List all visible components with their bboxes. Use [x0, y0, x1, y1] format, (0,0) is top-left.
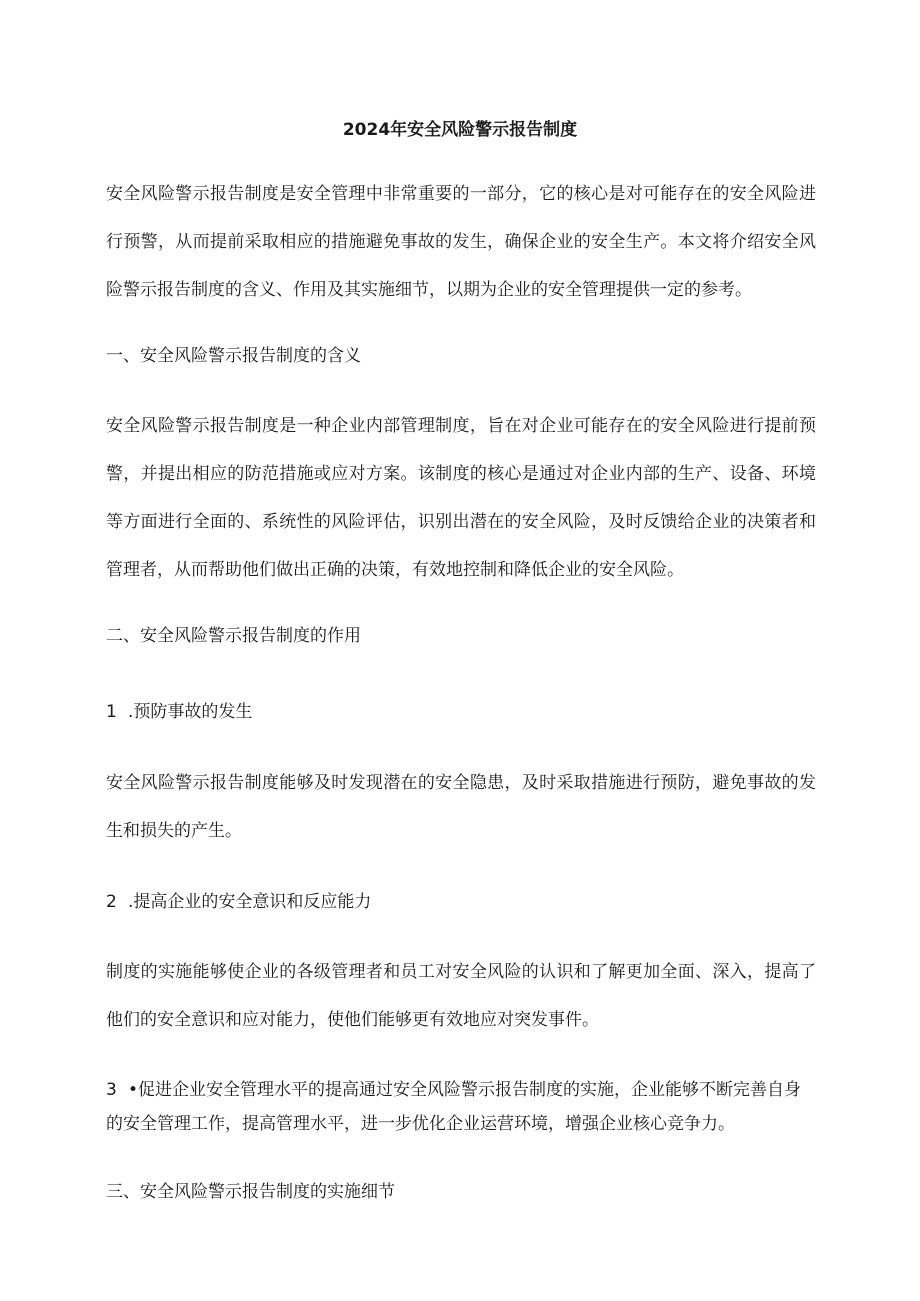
item-3-text: •促进企业安全管理水平的提高通过安全风险警示报告制度的实施，企业能够不断完善自身	[128, 1080, 802, 1100]
document-title: 2024年安全风险警示报告制度	[342, 120, 578, 140]
item-1-line-1: 安全风险警示报告制度能够及时发现潜在的安全隐患，及时采取措施进行预防，避免事故的发	[106, 773, 816, 793]
section-1-line-2: 警，并提出相应的防范措施或应对方案。该制度的核心是通过对企业内部的生产、设备、环境	[106, 464, 816, 484]
intro-line-2: 行预警，从而提前采取相应的措施避免事故的发生，确保企业的安全生产。本文将介绍安全风	[106, 232, 816, 252]
section-2-heading: 二、安全风险警示报告制度的作用	[106, 626, 361, 646]
item-1-line-2: 生和损失的产生。	[106, 821, 242, 841]
item-2-number: 2	[106, 892, 117, 912]
item-2-line-1: 制度的实施能够使企业的各级管理者和员工对安全风险的认识和了解更加全面、深入，提高了	[106, 962, 816, 982]
item-1-heading	[106, 699, 816, 725]
section-1-line-3: 等方面进行全面的、系统性的风险评估，识别出潜在的安全风险，及时反馈给企业的决策者和	[106, 512, 816, 532]
item-3-number: 3	[106, 1080, 117, 1100]
intro-line-1: 安全风险警示报告制度是安全管理中非常重要的一部分，它的核心是对可能存在的安全风险进	[106, 184, 816, 204]
item-2-line-2: 他们的安全意识和应对能力，使他们能够更有效地应对突发事件。	[106, 1010, 599, 1030]
item-1-title: .预防事故的发生	[128, 702, 253, 722]
item-1-number: 1	[106, 702, 117, 722]
item-3-line-2: 的安全管理工作，提高管理水平，进一步优化企业运营环境，增强企业核心竞争力。	[106, 1114, 735, 1134]
intro-line-3: 险警示报告制度的含义、作用及其实施细节，以期为企业的安全管理提供一定的参考。	[106, 280, 752, 300]
section-1-heading: 一、安全风险警示报告制度的含义	[106, 346, 361, 366]
section-1-line-1: 安全风险警示报告制度是一种企业内部管理制度，旨在对企业可能存在的安全风险进行提前预	[106, 416, 816, 436]
item-3-line-1	[106, 1077, 816, 1103]
item-2-title: .提高企业的安全意识和反应能力	[128, 892, 372, 912]
item-2-heading	[106, 889, 816, 915]
section-1-line-4: 管理者，从而帮助他们做出正确的决策，有效地控制和降低企业的安全风险。	[106, 560, 684, 580]
section-3-heading: 三、安全风险警示报告制度的实施细节	[106, 1182, 395, 1202]
